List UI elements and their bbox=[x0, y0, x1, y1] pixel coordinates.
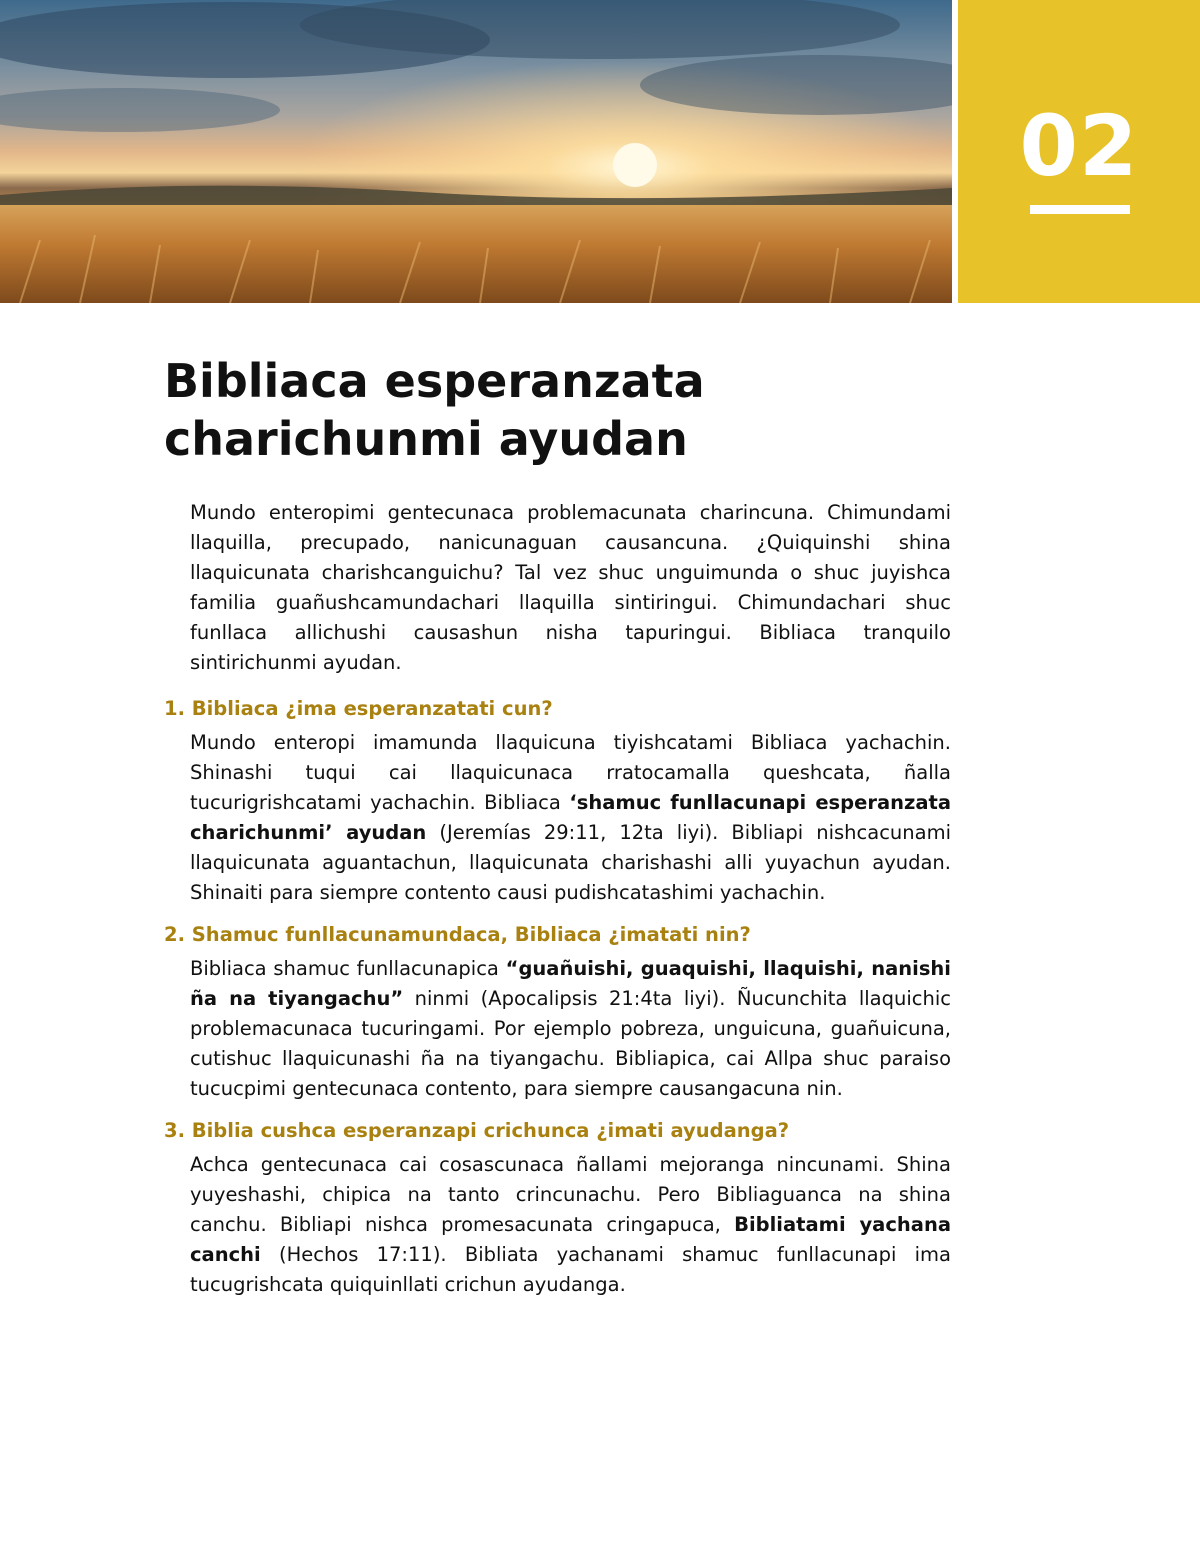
answer-paragraph-1 bbox=[190, 728, 951, 908]
article-body bbox=[164, 498, 951, 1300]
answer-paragraph-2 bbox=[190, 954, 951, 1104]
chapter-underline bbox=[1030, 205, 1130, 214]
answer-emphasis: “guañuishi, guaquishi, llaquishi, nanishi ña na tiyangachu” bbox=[190, 957, 951, 1010]
chapter-badge bbox=[958, 0, 1200, 303]
answer-emphasis: Bibliatami yachana canchi bbox=[190, 1213, 951, 1266]
question-heading-1: 1. Bibliaca ¿ima esperanzatati cun? bbox=[164, 697, 553, 720]
answer-text: ninmi (Apocalipsis 21:4ta liyi). Ñucunchita llaquichic problemacunaca tucuringami. Por ejemplo pobreza, unguicuna, guañuicuna, cutishuc llaquicunashi ña na tiyangachu. Bibliapica, cai Allpa shuc paraiso tucucpimi gentecunaca contento, para siempre causangacuna nin. bbox=[190, 987, 951, 1100]
title-line-2: charichunmi ayudan bbox=[164, 412, 688, 466]
hero-illustration bbox=[0, 0, 952, 303]
answer-text: Bibliaca shamuc funllacunapica bbox=[190, 957, 506, 980]
wheat-field bbox=[0, 205, 952, 303]
title-line-1: Bibliaca esperanzata bbox=[164, 354, 705, 408]
question-heading-3: 3. Biblia cushca esperanzapi crichunca ¿imati ayudanga? bbox=[164, 1119, 790, 1142]
answer-text: (Hechos 17:11). Bibliata yachanami shamuc funllacunapi ima tucugrishcata quiquinllati crichun ayudanga. bbox=[190, 1243, 951, 1296]
chapter-number: 02 bbox=[1019, 97, 1139, 195]
hero-photo-wheat-field-sunset bbox=[0, 0, 952, 303]
question-heading-2: 2. Shamuc funllacunamundaca, Bibliaca ¿imatati nin? bbox=[164, 923, 751, 946]
answer-text: Mundo enteropi imamunda llaquicuna tiyishcatami Bibliaca yachachin. Shinashi tuqui cai llaquicunaca rratocamalla queshcata, ñalla tucurigrishcatami yachachin. Bibliaca bbox=[190, 731, 951, 814]
intro-paragraph: Mundo enteropimi gentecunaca problemacunata charincuna. Chimundami llaquilla, precupado, nanicunaguan causancuna. ¿Quiquinshi shina llaquicunata charishcanguichu? Tal vez shuc unguimunda o shuc juyishca familia guañushcamundachari llaquilla sintiringui. Chimundachari shuc funllaca allichushi causashun nisha tapuringui. Bibliaca tranquilo sintirichunmi ayudan. bbox=[190, 501, 951, 674]
sun bbox=[613, 143, 657, 187]
page-title bbox=[164, 352, 864, 468]
answer-emphasis: ‘shamuc funllacunapi esperanzata charichunmi’ ayudan bbox=[190, 791, 951, 844]
answer-paragraph-3 bbox=[190, 1150, 951, 1300]
answer-text: Achca gentecunaca cai cosascunaca ñallami mejoranga nincunami. Shina yuyeshashi, chipica na tanto crincunachu. Pero Bibliaguanca na shina canchu. Bibliapi nishca promesacunata cringapuca, bbox=[190, 1153, 951, 1236]
answer-text: (Jeremías 29:11, 12ta liyi). Bibliapi nishcacunami llaquicunata aguantachun, llaquicunata charishashi alli yuyachun ayudan. Shinaiti para siempre contento causi pudishcatashimi yachachin. bbox=[190, 821, 951, 904]
